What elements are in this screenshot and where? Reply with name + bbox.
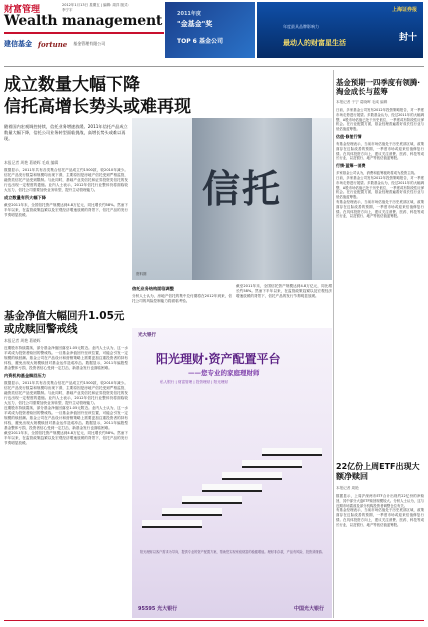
right-byline-2: 本报记者 周艳 — [336, 486, 359, 490]
body-paragraph: 数据显示，上周沪深两市ETF合计出现约22亿份的净赎回，其中部分大盘ETF赎回规模较大。分析人士认为，这与近期市场震荡及部分机构投资者调整仓位有关。 — [336, 494, 424, 508]
section-title-en: Wealth management — [4, 13, 163, 29]
body-paragraph: 多家基金公司认为，消费和蓝筹板块将成为投资主线。 — [336, 171, 418, 176]
subheading: 估值·修复行情 — [336, 133, 362, 139]
body-paragraph: 有基金经理表示，当前市场估值处于历史底部区域，政策面存在边际改善的预期，一季度市场或迎来估值修复行情。在具体投资方向上，建议关注消费、医药、科技等成长行业，以及银行、地产等低估值蓝筹股。 — [336, 199, 424, 219]
stair-step — [202, 484, 262, 492]
main-headline-line-2: 信托高增长势头或难再现 — [4, 97, 191, 117]
main-byline: 本报记者 周艳 葛晓晖 毛咸 编辑 — [4, 160, 59, 165]
award-title: "金基金"奖 — [177, 20, 213, 28]
promo-line-2: 最动人的财富星生活 — [283, 39, 346, 47]
main-lead: 随着国内宏观调控持续，信托业务增速放缓。2011年信托产品成立数量大幅下降，信托公司业务转型面临挑战，高增长势头或难以再现。 — [4, 124, 128, 141]
ad-bank-name: 光大银行 — [138, 333, 156, 338]
stair-step — [162, 508, 222, 516]
stair-step — [262, 448, 322, 456]
body-paragraph: 截至2011年末，全国信托资产规模达到4.8万亿元，同比增长约58%。然而下半年以来，在监管政策趋紧以及宏观经济增速放缓的背景下，信托产品的发行节奏明显放缓。 — [236, 284, 332, 298]
body-paragraph: 近期股市持续震荡，部分基金净值回落至1.05元附近。业内人士认为，这一水平或成为投资者赎回的警戒线。一旦基金净值回升至该位置，可能会引发一定规模的赎回潮。基金公司在产品设计和营销策略上需要更加注重投资者的持有体验，避免出现大规模赎回对基金运作造成冲击。数据显示，2011年偏股型基金整体亏损，投资者信心受到一定打击，新基金发行也面临困难。 — [4, 406, 128, 430]
header-divider — [4, 66, 424, 67]
piano-stairs-illustration — [142, 420, 322, 540]
building-sign: 信托 — [202, 167, 283, 211]
sponsor-strip — [4, 36, 164, 52]
secondary-body — [4, 346, 128, 618]
stair-step — [182, 496, 242, 504]
award-year: 2011年度 — [177, 11, 201, 17]
stair-step — [142, 520, 202, 528]
issue-meta: 2012年1月13日 星期五 | 编辑: 周洋 版式: 李宁宇 — [62, 3, 129, 12]
main-body-column-1 — [4, 168, 128, 306]
secondary-byline: 本报记者 周艳 葛晓晖 — [4, 338, 41, 343]
ad-bank-logo: 中国光大银行 — [293, 606, 324, 612]
promo-right: 封十 — [398, 33, 417, 43]
body-paragraph: 截至2011年末，全国信托资产规模达到4.8万亿元，同比增长约58%。然而下半年以来，在监管政策趋紧以及宏观经济增速放缓的背景下，信托产品的发行节奏明显放缓。 — [4, 203, 128, 217]
secondary-headline: 基金净值大幅回升1.05元或成赎回警戒线 — [4, 310, 125, 335]
sponsor-logo-2: fortune — [38, 39, 68, 49]
promo-line-1: 年度最具品牌影响力 — [283, 24, 319, 29]
main-headline — [4, 74, 234, 118]
subheading: 成立数量有所大幅下降 — [4, 195, 46, 200]
body-paragraph: 近期股市持续震荡，部分基金净值回落至1.05元附近。业内人士认为，这一水平或成为投资者赎回的警戒线。一旦基金净值回升至该位置，可能会引发一定规模的赎回潮。基金公司在产品设计和营销策略上需要更加注重投资者的持有体验，避免出现大规模赎回对基金运作造成冲击。数据显示，2011年偏股型基金整体亏损，投资者信心受到一定打击，新基金发行也面临困难。 — [4, 346, 128, 370]
subheading: 行情·蓝筹一消费 — [336, 163, 366, 169]
paper-logo: 上海证券报 — [391, 7, 417, 13]
main-headline-line-1: 成立数量大幅下降 — [4, 75, 140, 95]
masthead-rule — [4, 32, 164, 34]
subheading: 信托业务结构面临调整 — [132, 286, 174, 291]
body-paragraph: 截至2011年末，全国信托资产规模达到4.8万亿元，同比增长约58%。然而下半年以来，在监管政策趋紧以及宏观经济增速放缓的背景下，信托产品的发行节奏明显放缓。 — [4, 431, 128, 445]
promo-banner — [257, 2, 423, 58]
right-byline-1: 本报记者 于宁 葛晓晖 毛咸 编辑 — [336, 100, 388, 104]
stair-step — [222, 472, 282, 480]
ad-tagline: 私人银行 | 财富管理 | 投资理财 | 阳光理财 — [160, 380, 228, 384]
award-banner — [165, 2, 255, 58]
body-paragraph: 数据显示，2011年共有各类集合信托产品成立约1500款，较2010年减少。信托产品发行数量和规模均出现下滑，主要原因是房地产信托受到严格监管，融资类信托产品受到限制。与此同时，基础产业类信托和证券投资类信托的发行也出现一定程度的萎缩。业内人士表示，2012年信托行业整体仍将面临较大压力，信托公司需要加快业务转型，提升主动管理能力。 — [4, 381, 128, 405]
main-body-column-3 — [236, 284, 332, 324]
column-divider — [333, 70, 334, 618]
body-paragraph: 日前，多家基金公司发布2012年投资策略报告，对一季度市场走势进行展望。多数基金认为，经过2011年的大幅调整，A股市场估值已处于历史低位，一季度或有阶段性反弹机会。在行业配置方面，基金经理普遍看好成长性行业与低估值蓝筹股。 — [336, 175, 424, 200]
award-subtitle: TOP 6 基金公司 — [177, 38, 223, 45]
body-paragraph: 有基金经理表示，当前市场估值处于历史底部区域，政策面存在边际改善的预期，一季度市场或迎来估值修复行情。在具体投资方向上，建议关注消费、医药、科技等成长行业，以及银行、地产等低估值蓝筹股。 — [336, 141, 424, 161]
right-headline-1: 基金预期一四季度有领腾·淘金成长与蓝筹 — [336, 78, 421, 96]
ad-title: 阳光理财·资产配置平台 — [156, 352, 281, 366]
page-footer-rule — [4, 620, 424, 621]
right-body-1 — [336, 108, 424, 378]
section-title-cn: 财富管理 — [4, 5, 41, 15]
sponsor-logo-3: 基金管理有限公司 — [73, 41, 106, 46]
body-paragraph: 数据显示，2011年共有各类集合信托产品成立约1500款，较2010年减少。信托产品发行数量和规模均出现下滑，主要原因是房地产信托受到严格监管，融资类信托产品受到限制。与此同时，基础产业类信托和证券投资类信托的发行也出现一定程度的萎缩。业内人士表示，2012年信托行业整体仍将面临较大压力，信托公司需要加快业务转型，提升主动管理能力。 — [4, 168, 128, 192]
body-paragraph: 分析人士认为，房地产信托的集中兑付期将在2012年到来，信托公司的风险控制能力将面临考验。 — [132, 294, 232, 303]
body-paragraph: 日前，多家基金公司发布2012年投资策略报告，对一季度市场走势进行展望。多数基金认为，经过2011年的大幅调整，A股市场估值已处于历史低位，一季度或有阶段性反弹机会。在行业配置方面，基金经理普遍看好成长性行业与低估值蓝筹股。 — [336, 108, 424, 132]
main-photo — [132, 118, 332, 280]
ad-disclaimer: 阳光理财以客户需求为导向，提供专业的资产配置方案，帮助您实现家庭财富的稳健增值。理财非存款，产品有风险，投资须谨慎。 — [140, 550, 325, 554]
stair-step — [242, 460, 302, 468]
body-paragraph: 有基金经理表示，当前市场估值处于历史底部区域，政策面存在边际改善的预期，一季度市场或迎来估值修复行情。在具体投资方向上，建议关注消费、医药、科技等成长行业，以及银行、地产等低估值蓝筹股。 — [336, 508, 424, 527]
bank-advertisement[interactable] — [132, 328, 332, 618]
main-body-column-2 — [132, 284, 232, 324]
ad-hotline: 95595 光大银行 — [138, 606, 178, 612]
subheading: 内资机构基金赎回压力 — [4, 373, 46, 378]
sponsor-logo-1: 建信基金 — [4, 40, 32, 48]
ad-subtitle: ——您专业的家庭理财师 — [188, 369, 260, 377]
photo-caption: 资料图 — [136, 272, 147, 276]
right-body-2 — [336, 494, 424, 618]
right-headline-2: 22亿份上周ETF出现大额净赎回 — [336, 462, 420, 481]
